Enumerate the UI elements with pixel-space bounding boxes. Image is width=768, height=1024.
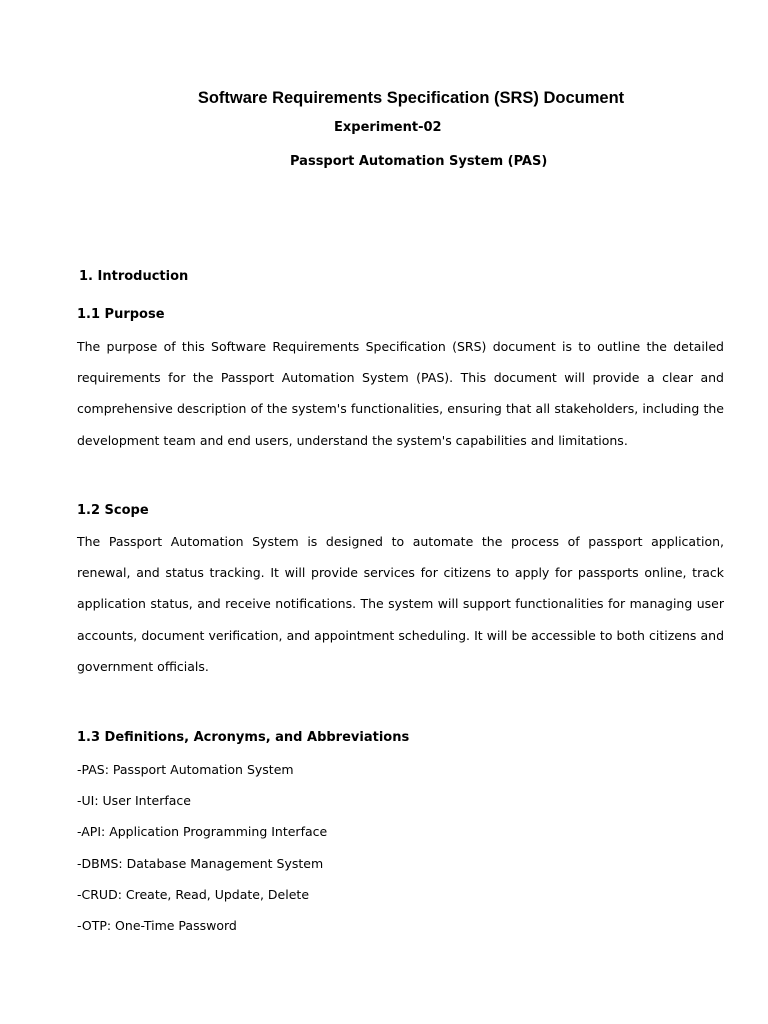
section-heading-introduction: 1. Introduction xyxy=(79,269,189,284)
scope-paragraph: The Passport Automation System is designed to automate the process of passport application, renewal, and status tracking. It will provide services for citizens to apply for passports online, track application status, and receive notifications. The system will support functionalities for managing user accounts, document verification, and appointment scheduling. It will be accessible to both citizens and government officials. xyxy=(77,534,724,674)
abbreviation-item: -UI: User Interface xyxy=(77,793,191,809)
purpose-paragraph: The purpose of this Software Requirements Specification (SRS) document is to outline the detailed requirements for the Passport Automation System (PAS). This document will provide a clear and comprehensive description of the system's functionalities, ensuring that all stakeholders, including the development team and end users, understand the system's capabilities and limitations. xyxy=(77,339,724,448)
document-title: Software Requirements Specification (SRS) Document xyxy=(197,89,625,107)
section-heading-scope: 1.2 Scope xyxy=(77,503,149,518)
project-title: Passport Automation System (PAS) xyxy=(290,154,548,169)
abbreviation-item: -API: Application Programming Interface xyxy=(77,824,328,840)
section-heading-definitions: 1.3 Definitions, Acronyms, and Abbreviations xyxy=(77,730,410,745)
experiment-label: Experiment-02 xyxy=(334,120,442,135)
abbreviation-item: -OTP: One-Time Password xyxy=(77,918,237,934)
abbreviation-item: -CRUD: Create, Read, Update, Delete xyxy=(77,886,310,902)
abbreviation-item: -DBMS: Database Management System xyxy=(77,855,324,871)
section-heading-purpose: 1.1 Purpose xyxy=(77,307,165,322)
abbreviation-list xyxy=(77,754,327,941)
abbreviation-item: -PAS: Passport Automation System xyxy=(77,762,294,777)
